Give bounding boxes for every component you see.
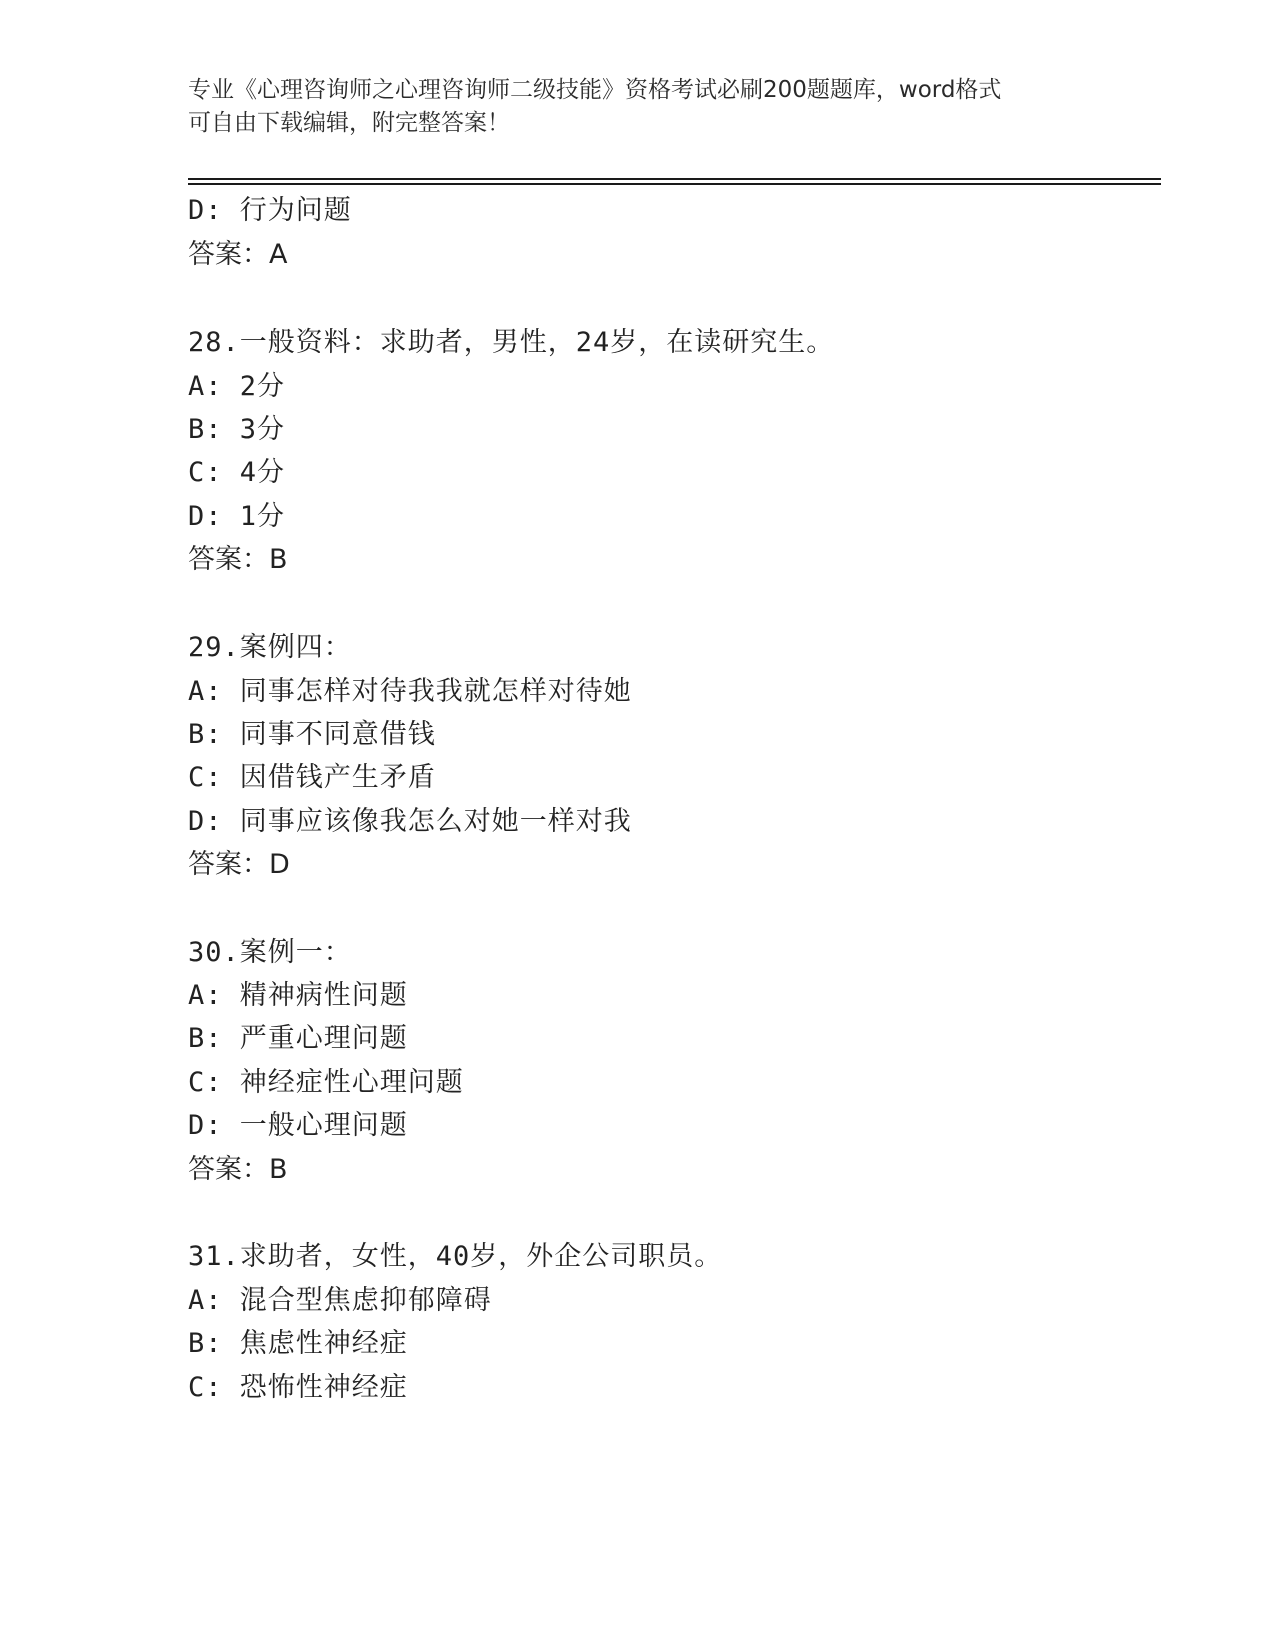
question-stem: 31.求助者，女性，40岁，外企公司职员。 [188, 1241, 723, 1272]
option-c: C: 恐怖性神经症 [188, 1372, 408, 1403]
option-d: D: 一般心理问题 [188, 1110, 408, 1141]
option-a: A: 精神病性问题 [188, 980, 408, 1011]
question-stem: 30.案例一： [188, 937, 352, 968]
option-c: C: 4分 [188, 457, 286, 488]
option-b: B: 3分 [188, 414, 286, 445]
header-line-1: 专业《心理咨询师之心理咨询师二级技能》资格考试必刷200题题库，word格式 [188, 77, 1002, 103]
option-c: C: 神经症性心理问题 [188, 1067, 464, 1098]
prev-answer: 答案：A [188, 239, 288, 270]
page-header [188, 74, 1088, 140]
answer: 答案：B [188, 544, 288, 575]
header-line-2: 可自由下载编辑，附完整答案！ [188, 110, 510, 136]
header-divider-top [188, 178, 1161, 180]
answer: 答案：D [188, 849, 290, 880]
option-d: D: 1分 [188, 501, 286, 532]
option-b: B: 严重心理问题 [188, 1023, 408, 1054]
option-d: D: 同事应该像我怎么对她一样对我 [188, 806, 632, 837]
option-a: A: 同事怎样对待我我就怎样对待她 [188, 676, 632, 707]
question-stem: 29.案例四： [188, 632, 352, 663]
header-divider-bottom [188, 183, 1161, 185]
option-b: B: 同事不同意借钱 [188, 719, 436, 750]
option-c: C: 因借钱产生矛盾 [188, 762, 436, 793]
option-a: A: 2分 [188, 371, 286, 402]
prev-option-d: D: 行为问题 [188, 195, 352, 226]
option-b: B: 焦虑性神经症 [188, 1328, 408, 1359]
option-a: A: 混合型焦虑抑郁障碍 [188, 1285, 492, 1316]
answer: 答案：B [188, 1154, 288, 1185]
question-stem: 28.一般资料：求助者，男性，24岁，在读研究生。 [188, 327, 835, 358]
